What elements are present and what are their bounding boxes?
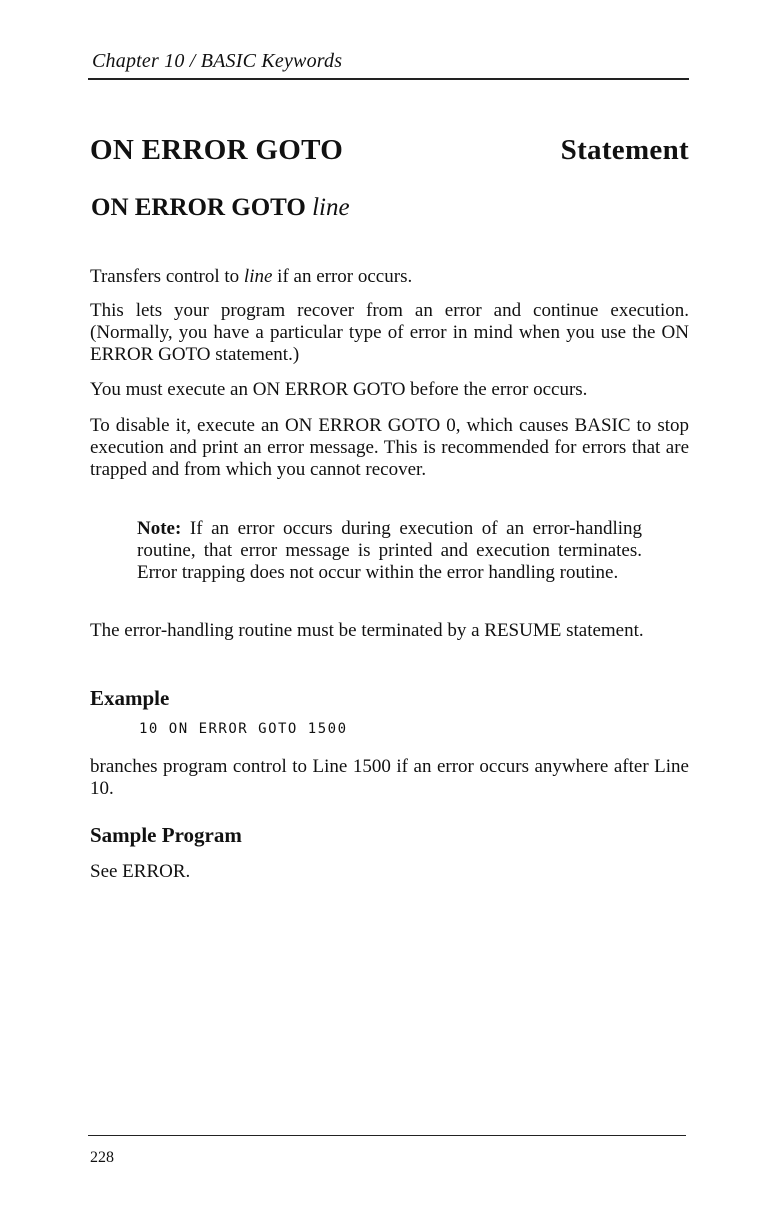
paragraph-recover: This lets your program recover from an error and continue execution. (Normally, you have a particular type of error in mind when you use the ON ERROR GOTO statement.): [90, 300, 689, 365]
syntax-keyword: ON ERROR GOTO: [91, 194, 306, 221]
example-heading: Example: [90, 686, 170, 710]
example-description: branches program control to Line 1500 if an error occurs anywhere after Line 10.: [90, 756, 689, 799]
syntax-line: [91, 194, 350, 222]
sample-program-text: See ERROR.: [90, 861, 191, 882]
page-number: 228: [90, 1149, 114, 1166]
footer-rule: [88, 1135, 686, 1136]
syntax-argument: line: [312, 194, 350, 221]
running-head: Chapter 10 / BASIC Keywords: [92, 50, 343, 72]
paragraph-disable: To disable it, execute an ON ERROR GOTO 0, which causes BASIC to stop execution and print an error message. This is recommended for errors that are trapped and from which you cannot recover.: [90, 415, 689, 480]
sample-program-heading: Sample Program: [90, 823, 242, 847]
paragraph-execute-before: You must execute an ON ERROR GOTO before the error occurs.: [90, 379, 588, 400]
entry-kind: Statement: [560, 134, 689, 166]
note-block: [137, 518, 642, 584]
summary-text-b: if an error occurs.: [277, 266, 413, 287]
note-text: If an error occurs during execution of an error-handling routine, that error message is printed and execution terminates. Error trapping does not occur within the error handling routine.: [137, 518, 642, 583]
example-code: 10 ON ERROR GOTO 1500: [139, 721, 348, 737]
paragraph-resume: The error-handling routine must be terminated by a RESUME statement.: [90, 620, 644, 641]
summary-emphasis: line: [243, 266, 273, 287]
summary-text-a: Transfers control to: [90, 266, 240, 287]
note-label: Note:: [137, 518, 182, 539]
entry-title: ON ERROR GOTO: [90, 134, 344, 166]
paragraph-summary: [90, 266, 689, 288]
header-rule: [88, 78, 689, 80]
